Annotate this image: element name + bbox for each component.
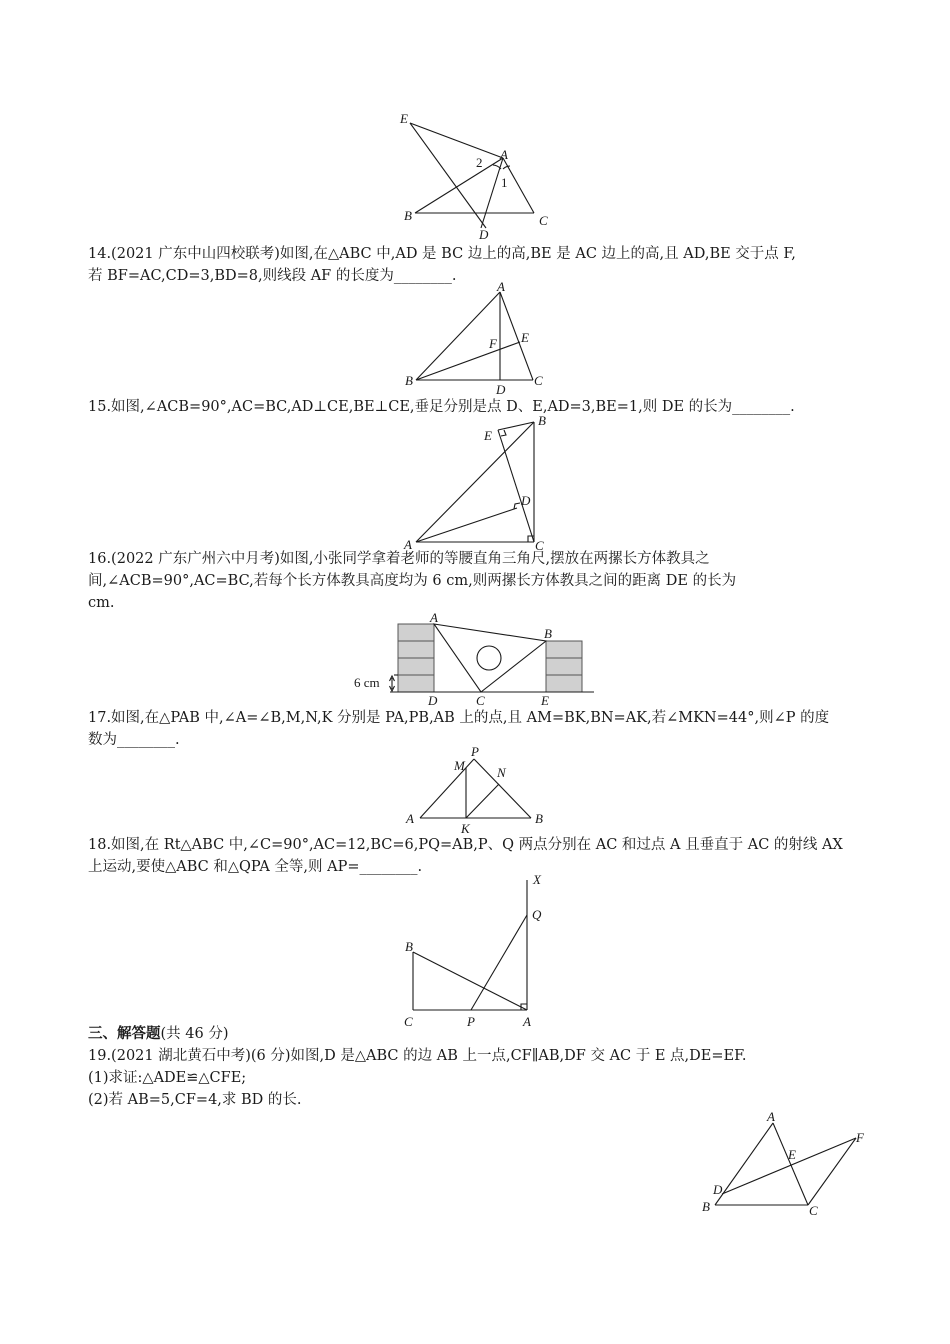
q15-line1: 15.如图,∠ACB=90°,AC=BC,AD⊥CE,BE⊥CE,垂足分别是点 D、E,AD=3,BE=1,则 DE 的长为________.: [88, 399, 795, 415]
q16-line3: cm.: [88, 595, 115, 611]
q17-line1: 17.如图,在△PAB 中,∠A=∠B,M,N,K 分别是 PA,PB,AB 上的点,且 AM=BK,BN=AK,若∠MKN=44°,则∠P 的度: [88, 710, 830, 726]
q19-line1: 19.(2021 湖北黄石中考)(6 分)如图,D 是△ABC 的边 AB 上一点,CF∥AB,DF 交 AC 于 E 点,DE=EF.: [88, 1048, 747, 1064]
fig18-label-p: P: [467, 1014, 475, 1029]
fig19-label-e: E: [788, 1147, 796, 1162]
fig13-label-d: D: [479, 227, 489, 242]
fig17-label-a: A: [406, 811, 414, 826]
fig17-label-k: K: [461, 821, 470, 836]
fig15-label-b: B: [538, 413, 546, 428]
fig18-label-c: C: [404, 1014, 413, 1029]
fig18-label-x: X: [533, 872, 541, 887]
fig19-label-a: A: [767, 1109, 775, 1124]
q16-line1: 16.(2022 广东广州六中月考)如图,小张同学拿着老师的等腰直角三角尺,摆放在两摞长方体教具之: [88, 551, 710, 567]
fig13-label-a: A: [500, 147, 508, 162]
fig17-label-b: B: [535, 811, 543, 826]
figure-q18: [396, 868, 556, 1033]
fig16-label-d: D: [428, 693, 438, 708]
fig14-label-e: E: [521, 330, 529, 345]
fig19-label-c: C: [809, 1203, 818, 1218]
fig16-label-b: B: [544, 626, 552, 641]
section3-title: 三、解答题: [88, 1026, 161, 1042]
fig14-label-d: D: [496, 382, 506, 397]
fig17-label-n: N: [497, 765, 506, 780]
fig13-label-1: 1: [501, 175, 508, 190]
fig16-label-c: C: [476, 693, 485, 708]
figure-q19: [695, 1105, 875, 1220]
figure-q13-lines: [410, 123, 534, 228]
fig16-label-height: 6 cm: [354, 675, 380, 690]
fig13-label-c: C: [539, 213, 548, 228]
q14-line1: 14.(2021 广东中山四校联考)如图,在△ABC 中,AD 是 BC 边上的高,BE 是 AC 边上的高,且 AD,BE 交于点 F,: [88, 246, 796, 262]
q18-line1: 18.如图,在 Rt△ABC 中,∠C=90°,AC=12,BC=6,PQ=AB,P、Q 两点分别在 AC 和过点 A 且垂直于 AC 的射线 AX: [88, 837, 843, 853]
fig13-label-e: E: [400, 111, 408, 126]
q18-line2: 上运动,要使△ABC 和△QPA 全等,则 AP=________.: [88, 859, 423, 875]
fig19-label-d: D: [713, 1182, 723, 1197]
fig15-label-d: D: [521, 493, 531, 508]
fig16-label-e: E: [541, 693, 549, 708]
fig15-label-c: C: [535, 538, 544, 553]
fig16-label-a: A: [430, 610, 438, 625]
fig14-label-c: C: [534, 373, 543, 388]
fig13-label-b: B: [404, 208, 412, 223]
fig15-label-e: E: [484, 428, 492, 443]
fig19-label-b: B: [702, 1199, 710, 1214]
fig18-label-b: B: [405, 939, 413, 954]
fig18-label-a: A: [523, 1014, 531, 1029]
fig13-label-2: 2: [476, 155, 483, 170]
q17-line2: 数为________.: [88, 732, 180, 748]
fig18-label-q: Q: [532, 907, 542, 922]
q16-line2: 间,∠ACB=90°,AC=BC,若每个长方体教具高度均为 6 cm,则两摞长方体教具之间的距离 DE 的长为: [88, 573, 737, 589]
fig15-label-a: A: [404, 537, 412, 552]
figure-q17: [398, 744, 558, 836]
fig17-label-p: P: [471, 744, 479, 759]
q19-part1: (1)求证:△ADE≌△CFE;: [88, 1070, 247, 1086]
fig19-label-f: F: [856, 1130, 864, 1145]
section3-score: (共 46 分): [160, 1026, 229, 1042]
fig14-label-f: F: [489, 336, 497, 351]
figure-q15: [400, 412, 560, 552]
fig17-label-m: M: [454, 758, 465, 773]
figure-q13: [390, 105, 560, 240]
q14-line2: 若 BF=AC,CD=3,BD=8,则线段 AF 的长度为________.: [88, 268, 457, 284]
fig14-label-a: A: [497, 279, 505, 294]
fig14-label-b: B: [405, 373, 413, 388]
figure-q14: [400, 279, 560, 397]
q19-part2: (2)若 AB=5,CF=4,求 BD 的长.: [88, 1092, 302, 1108]
figure-q16: [350, 608, 600, 713]
section3-heading: [88, 1024, 228, 1044]
